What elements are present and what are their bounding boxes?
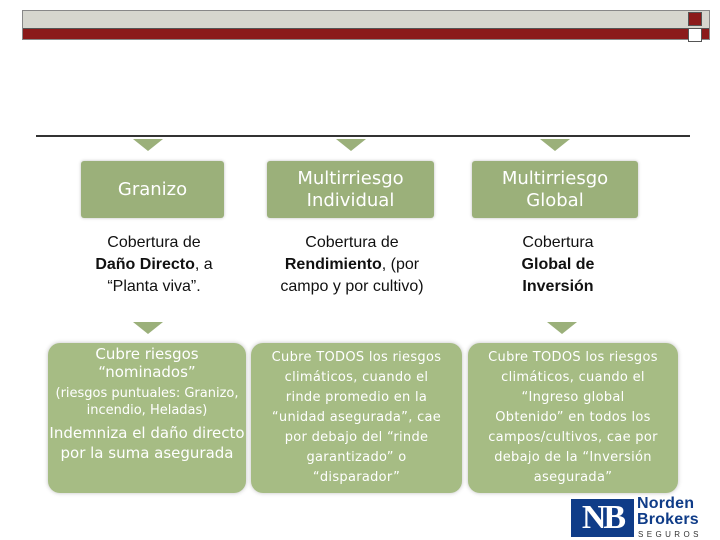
coverage-box-global [468, 343, 678, 493]
header-multirriesgo-individual: Multirriesgo Individual [267, 161, 434, 218]
coverage-note: (riesgos puntuales: Granizo, incendio, Heladas) [55, 386, 239, 418]
arrow-down-icon [547, 322, 577, 334]
divider-line [36, 135, 690, 137]
description-global [498, 232, 618, 298]
logo-subtitle: SEGUROS [638, 530, 702, 539]
description-text: Cobertura [522, 234, 594, 251]
norden-brokers-logo [571, 496, 716, 540]
description-individual [272, 232, 432, 298]
coverage-line: Cubre riesgos “nominados” [95, 345, 199, 381]
description-bold: Daño Directo [95, 256, 195, 273]
coverage-box-granizo [48, 343, 246, 493]
logo-mark: NB [571, 499, 634, 537]
coverage-text: Cubre TODOS los riesgos climáticos, cuando el rinde promedio en la “unidad asegurada”, cae por debajo del “rinde garantizado” o “disparador” [271, 350, 442, 485]
coverage-text: Cubre TODOS los riesgos climáticos, cuando el “Ingreso global Obtenido” en todos los campos/cultivos, cae por debajo de la “Inversión asegurada” [488, 350, 658, 485]
description-text: , (por campo y por cultivo) [280, 256, 424, 295]
arrow-down-icon [133, 139, 163, 151]
arrow-down-icon [133, 322, 163, 334]
corner-square-red [688, 12, 702, 26]
description-bold: Global de Inversión [521, 256, 595, 295]
corner-square-white [688, 28, 702, 42]
logo-name-line: Brokers [637, 511, 699, 528]
description-text: Cobertura de [305, 234, 399, 251]
header-multirriesgo-global: Multirriesgo Global [472, 161, 638, 218]
logo-name [637, 496, 713, 528]
description-granizo [86, 232, 222, 298]
description-text: , a “Planta viva”. [107, 256, 213, 295]
header-band [22, 10, 710, 40]
description-text: Cobertura de [107, 234, 201, 251]
coverage-line: Indemniza el daño directo por la suma asegurada [49, 424, 245, 462]
arrow-down-icon [336, 139, 366, 151]
arrow-down-icon [540, 139, 570, 151]
header-granizo: Granizo [81, 161, 224, 218]
description-bold: Rendimiento [284, 256, 382, 273]
header-stripe [23, 28, 709, 39]
logo-name-line: Norden [637, 495, 695, 512]
coverage-box-individual [251, 343, 462, 493]
